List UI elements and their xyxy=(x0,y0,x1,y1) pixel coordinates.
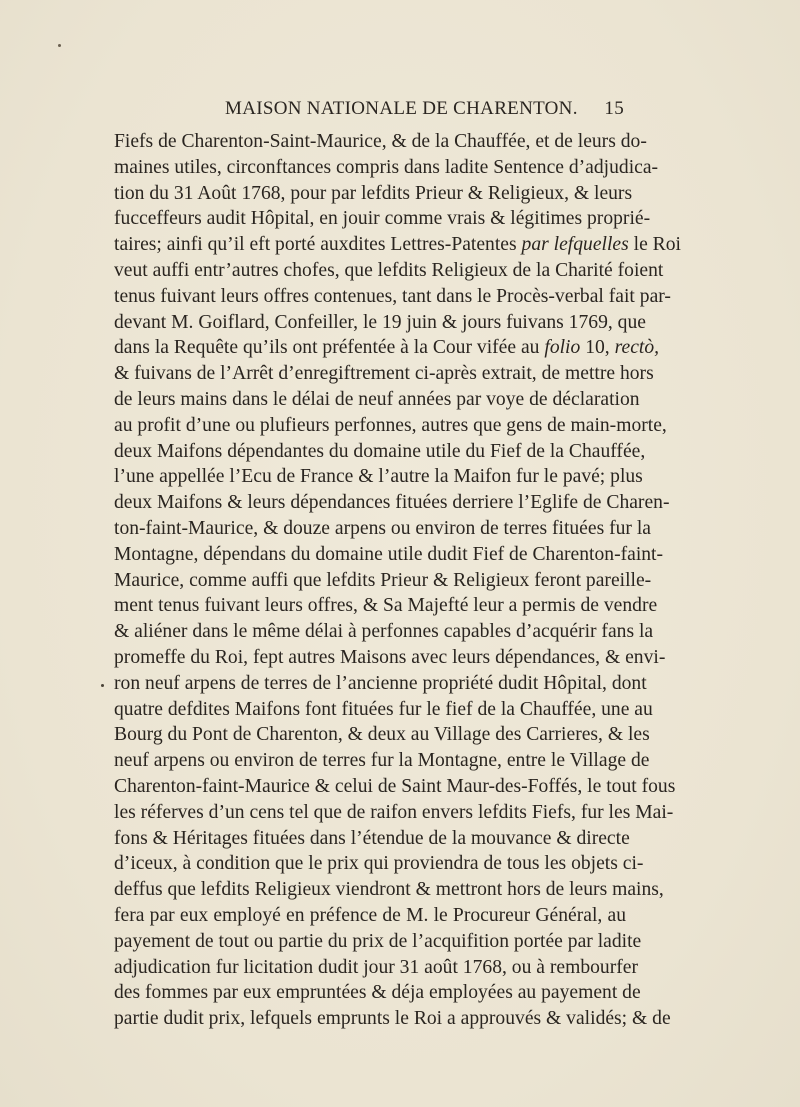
text-line: Montagne, dépendans du domaine utile dudit Fief de Charenton-faint- xyxy=(114,543,664,565)
body-paragraph xyxy=(114,129,681,1032)
text-line: des fommes par eux empruntées & déja employées au payement de xyxy=(114,982,641,1004)
text-line: Maurice, comme auffi que lefdits Prieur & Religieux feront pareille- xyxy=(114,569,652,591)
text-line: au profit d’une ou plufieurs perfonnes, autres que gens de main-morte, xyxy=(114,414,667,436)
italic-segment: rectò, xyxy=(614,337,660,359)
page-number: 15 xyxy=(604,98,624,119)
paper-speck xyxy=(58,44,61,47)
running-header xyxy=(114,98,624,124)
text-line: & fuivans de l’Arrêt d’enregiftrement ci-après extrait, de mettre hors xyxy=(114,363,654,385)
text-line: adjudication fur licitation dudit jour 31 août 1768, ou à rembourfer xyxy=(114,956,638,978)
text-line: Charenton-faint-Maurice & celui de Saint Maur-des-Foffés, le tout fous xyxy=(114,775,676,797)
text-line: promeffe du Roi, fept autres Maisons avec leurs dépendances, & envi- xyxy=(114,646,666,668)
text-line: l’une appellée l’Ecu de France & l’autre la Maifon fur le pavé; plus xyxy=(114,466,643,488)
text-segment: le Roi xyxy=(628,234,681,256)
text-line: fera par eux employé en préfence de M. le Procureur Général, au xyxy=(114,904,626,926)
italic-segment: par lefquelles xyxy=(521,234,629,256)
text-line: quatre defdites Maifons font fituées fur le fief de la Chauffée, une au xyxy=(114,698,653,720)
text-line: Bourg du Pont de Charenton, & deux au Village des Carrieres, & les xyxy=(114,724,650,746)
text-line: tion du 31 Août 1768, pour par lefdits Prieur & Religieux, & leurs xyxy=(114,182,633,204)
text-line: les réferves d’un cens tel que de raifon envers lefdits Fiefs, fur les Mai- xyxy=(114,801,674,823)
text-line: veut auffi entr’autres chofes, que lefdits Religieux de la Charité foient xyxy=(114,259,664,281)
text-line: maines utiles, circonftances compris dans ladite Sentence d’adjudica- xyxy=(114,156,659,178)
text-line: & aliéner dans le même délai à perfonnes capables d’acquérir fans la xyxy=(114,621,654,643)
italic-segment: folio xyxy=(544,337,581,359)
text-line: deux Maifons & leurs dépendances fituées derriere l’Eglife de Charen- xyxy=(114,492,670,514)
header-title: MAISON NATIONALE DE CHARENTON. xyxy=(225,98,578,119)
text-line: neuf arpens ou environ de terres fur la Montagne, entre le Village de xyxy=(114,750,650,772)
text-line xyxy=(114,232,681,258)
text-line: deffus que lefdits Religieux viendront & mettront hors de leurs mains, xyxy=(114,879,664,901)
text-line: fucceffeurs audit Hôpital, en jouir comme vrais & légitimes proprié- xyxy=(114,208,651,230)
margin-mark xyxy=(101,684,104,687)
text-line: ment tenus fuivant leurs offres, & Sa Majefté leur a permis de vendre xyxy=(114,595,658,617)
text-line: ron neuf arpens de terres de l’ancienne propriété dudit Hôpital, dont xyxy=(114,672,647,694)
text-line: fons & Héritages fituées dans l’étendue de la mouvance & directe xyxy=(114,827,630,849)
text-line: d’iceux, à condition que le prix qui proviendra de tous les objets ci- xyxy=(114,853,644,875)
text-line xyxy=(114,335,660,361)
text-line: deux Maifons dépendantes du domaine utile du Fief de la Chauffée, xyxy=(114,440,646,462)
text-segment: dans la Requête qu’ils ont préfentée à la Cour vifée au xyxy=(114,337,540,359)
text-line: tenus fuivant leurs offres contenues, tant dans le Procès-verbal fait par- xyxy=(114,285,671,307)
text-segment: taires; ainfi qu’il eft porté auxdites Lettres-Patentes xyxy=(114,234,517,256)
text-line: devant M. Goiflard, Confeiller, le 19 juin & jours fuivans 1769, que xyxy=(114,311,646,333)
text-line: Fiefs de Charenton-Saint-Maurice, & de la Chauffée, et de leurs do- xyxy=(114,131,647,152)
text-line: de leurs mains dans le délai de neuf années par voye de déclaration xyxy=(114,388,640,410)
text-segment: 10, xyxy=(580,337,615,359)
text-line: payement de tout ou partie du prix de l’acquifition portée par ladite xyxy=(114,930,642,952)
text-line: ton-faint-Maurice, & douze arpens ou environ de terres fituées fur la xyxy=(114,517,651,539)
text-line: partie dudit prix, lefquels emprunts le Roi a approuvés & validés; & de xyxy=(114,1008,671,1030)
